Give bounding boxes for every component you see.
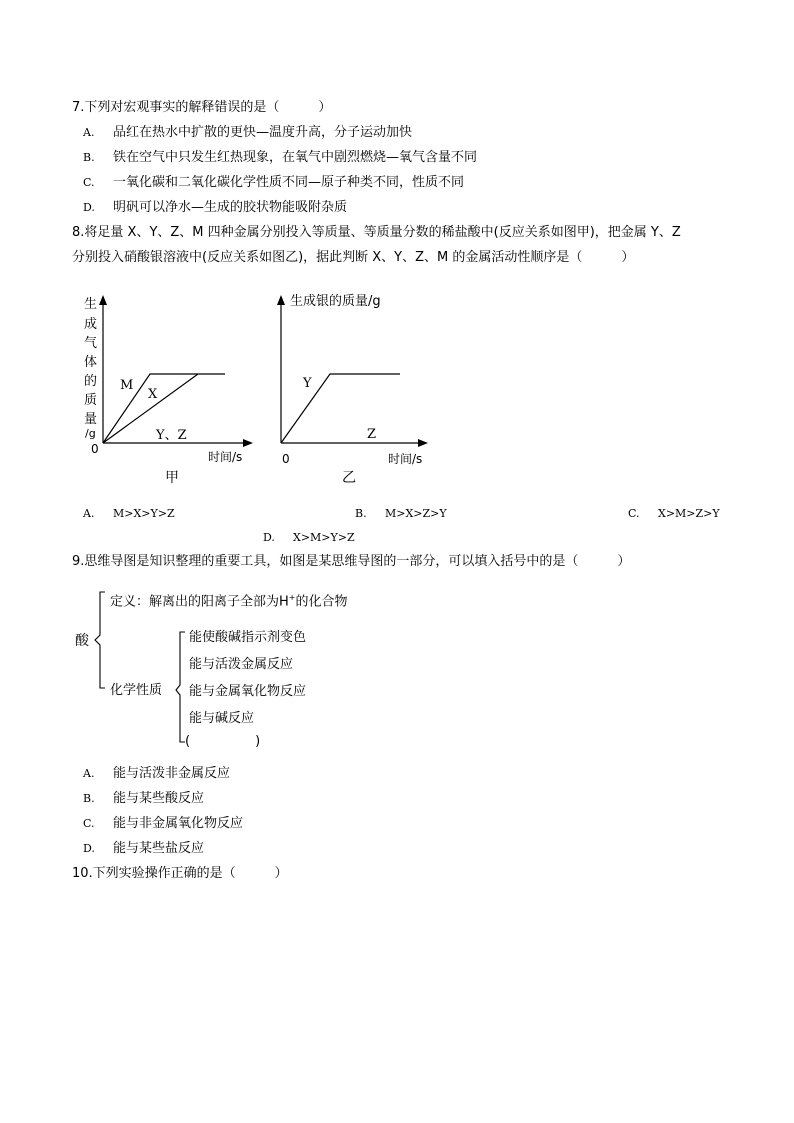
inner-brace (176, 632, 185, 742)
mindmap-blank: ( ) (185, 734, 261, 749)
option-letter: A. (83, 767, 95, 780)
q10-stem: 10.下列实验操作正确的是（ ） (72, 866, 288, 881)
arrow-right-icon (418, 439, 428, 447)
option-text: X>M>Z>Y (658, 507, 720, 520)
option-text: 能与某些盐反应 (113, 841, 205, 856)
option-letter: D. (263, 531, 275, 544)
q8-option-c (628, 505, 720, 523)
outer-brace (95, 592, 105, 688)
q9-stem: 9.思维导图是知识整理的重要工具，如图是某思维导图的一部分，可以填入括号中的是（ ） (72, 554, 631, 569)
graph-jia-ylabel-char: 量 (84, 412, 98, 427)
option-letter: B. (83, 151, 95, 164)
q7-option-d (83, 199, 347, 217)
graph-jia-label-x: X (148, 387, 158, 402)
option-letter: C. (83, 817, 95, 830)
arrow-right-icon (243, 439, 253, 447)
option-letter: D. (83, 842, 95, 855)
q8-option-b (355, 505, 447, 523)
option-letter: A. (83, 126, 95, 139)
mindmap-branch: 化学性质 (110, 683, 163, 698)
option-text: 能与非金属氧化物反应 (113, 816, 244, 831)
option-text: 一氧化碳和二氧化碳化学性质不同—原子种类不同，性质不同 (113, 175, 465, 190)
graph-jia-ylabel-char: 质 (84, 393, 98, 408)
q7-stem: 7.下列对宏观事实的解释错误的是（ ） (72, 100, 332, 115)
graph-yi-xlabel: 时间/s (388, 452, 423, 466)
graph-jia-ylabel-char: 成 (84, 317, 98, 332)
option-text: M>X>Y>Z (113, 507, 175, 520)
graph-jia-ylabel-char: 生 (84, 297, 98, 312)
q7-option-b (83, 149, 477, 167)
option-text: 能与某些酸反应 (113, 791, 205, 806)
q8-stem-line2: 分别投入硝酸银溶液中(反应关系如图乙)，据此判断 X、Y、Z、M 的金属活动性顺序是（ ） (72, 250, 635, 265)
definition-sup: + (288, 593, 296, 602)
option-letter: D. (83, 201, 95, 214)
mindmap-definition (110, 589, 348, 611)
option-letter: B. (83, 792, 95, 805)
graph-jia-ylabel-char: 的 (84, 374, 98, 389)
option-letter: C. (83, 176, 95, 189)
mindmap-prop: 能与碱反应 (189, 711, 255, 726)
graph-jia-label-m: M (120, 378, 134, 393)
option-text: 铁在空气中只发生红热现象，在氧气中剧烈燃烧—氧气含量不同 (113, 150, 478, 165)
graph-yi-origin: 0 (282, 452, 290, 466)
definition-suffix: 的化合物 (295, 594, 348, 610)
graph-yi (270, 285, 450, 495)
graph-jia-origin: 0 (91, 442, 99, 456)
mindmap-prop: 能与活泼金属反应 (189, 657, 294, 672)
graph-jia-caption: 甲 (165, 470, 179, 486)
graph-jia-ylabel-char: /g (85, 427, 96, 440)
q9-option-b (83, 790, 204, 808)
q9-option-d (83, 840, 204, 858)
graph-jia (70, 285, 270, 495)
q8-stem-line1: 8.将足量 X、Y、Z、M 四种金属分别投入等质量、等质量分数的稀盐酸中(反应关系如图甲)，把金属 Y、Z (72, 225, 681, 240)
q8-option-d (263, 529, 355, 547)
option-text: M>X>Z>Y (385, 507, 447, 520)
option-text: 明矾可以净水—生成的胶状物能吸附杂质 (113, 200, 348, 215)
option-text: 能与活泼非金属反应 (113, 766, 231, 781)
q7-option-c (83, 174, 464, 192)
option-letter: A. (83, 507, 95, 520)
option-letter: C. (628, 507, 640, 520)
q9-option-a (83, 765, 230, 783)
graph-yi-label-y: Y (303, 376, 312, 391)
mindmap-root: 酸 (75, 633, 89, 649)
option-letter: B. (355, 507, 367, 520)
graph-jia-xlabel: 时间/s (208, 450, 243, 464)
q8-option-a (83, 505, 175, 523)
arrow-up-icon (277, 295, 285, 305)
mindmap-prop: 能与金属氧化物反应 (189, 684, 307, 699)
graph-jia-ylabel-char: 体 (84, 355, 98, 370)
q9-option-c (83, 815, 243, 833)
graph-jia-label-yz: Y、Z (156, 428, 187, 443)
graph-jia-ylabel-char: 气 (84, 336, 98, 351)
q7-option-a (83, 124, 412, 142)
mindmap-prop: 能使酸碱指示剂变色 (189, 630, 307, 645)
graph-yi-line-y (281, 374, 400, 443)
option-text: X>M>Y>Z (293, 531, 355, 544)
graph-yi-ylabel: 生成银的质量/g (290, 294, 381, 309)
arrow-up-icon (99, 295, 107, 305)
graph-yi-caption: 乙 (342, 470, 356, 486)
graph-yi-label-z: Z (367, 427, 377, 442)
definition-text: 定义：解离出的阳离子全部为H (110, 594, 289, 610)
option-text: 品红在热水中扩散的更快—温度升高，分子运动加快 (113, 125, 413, 140)
